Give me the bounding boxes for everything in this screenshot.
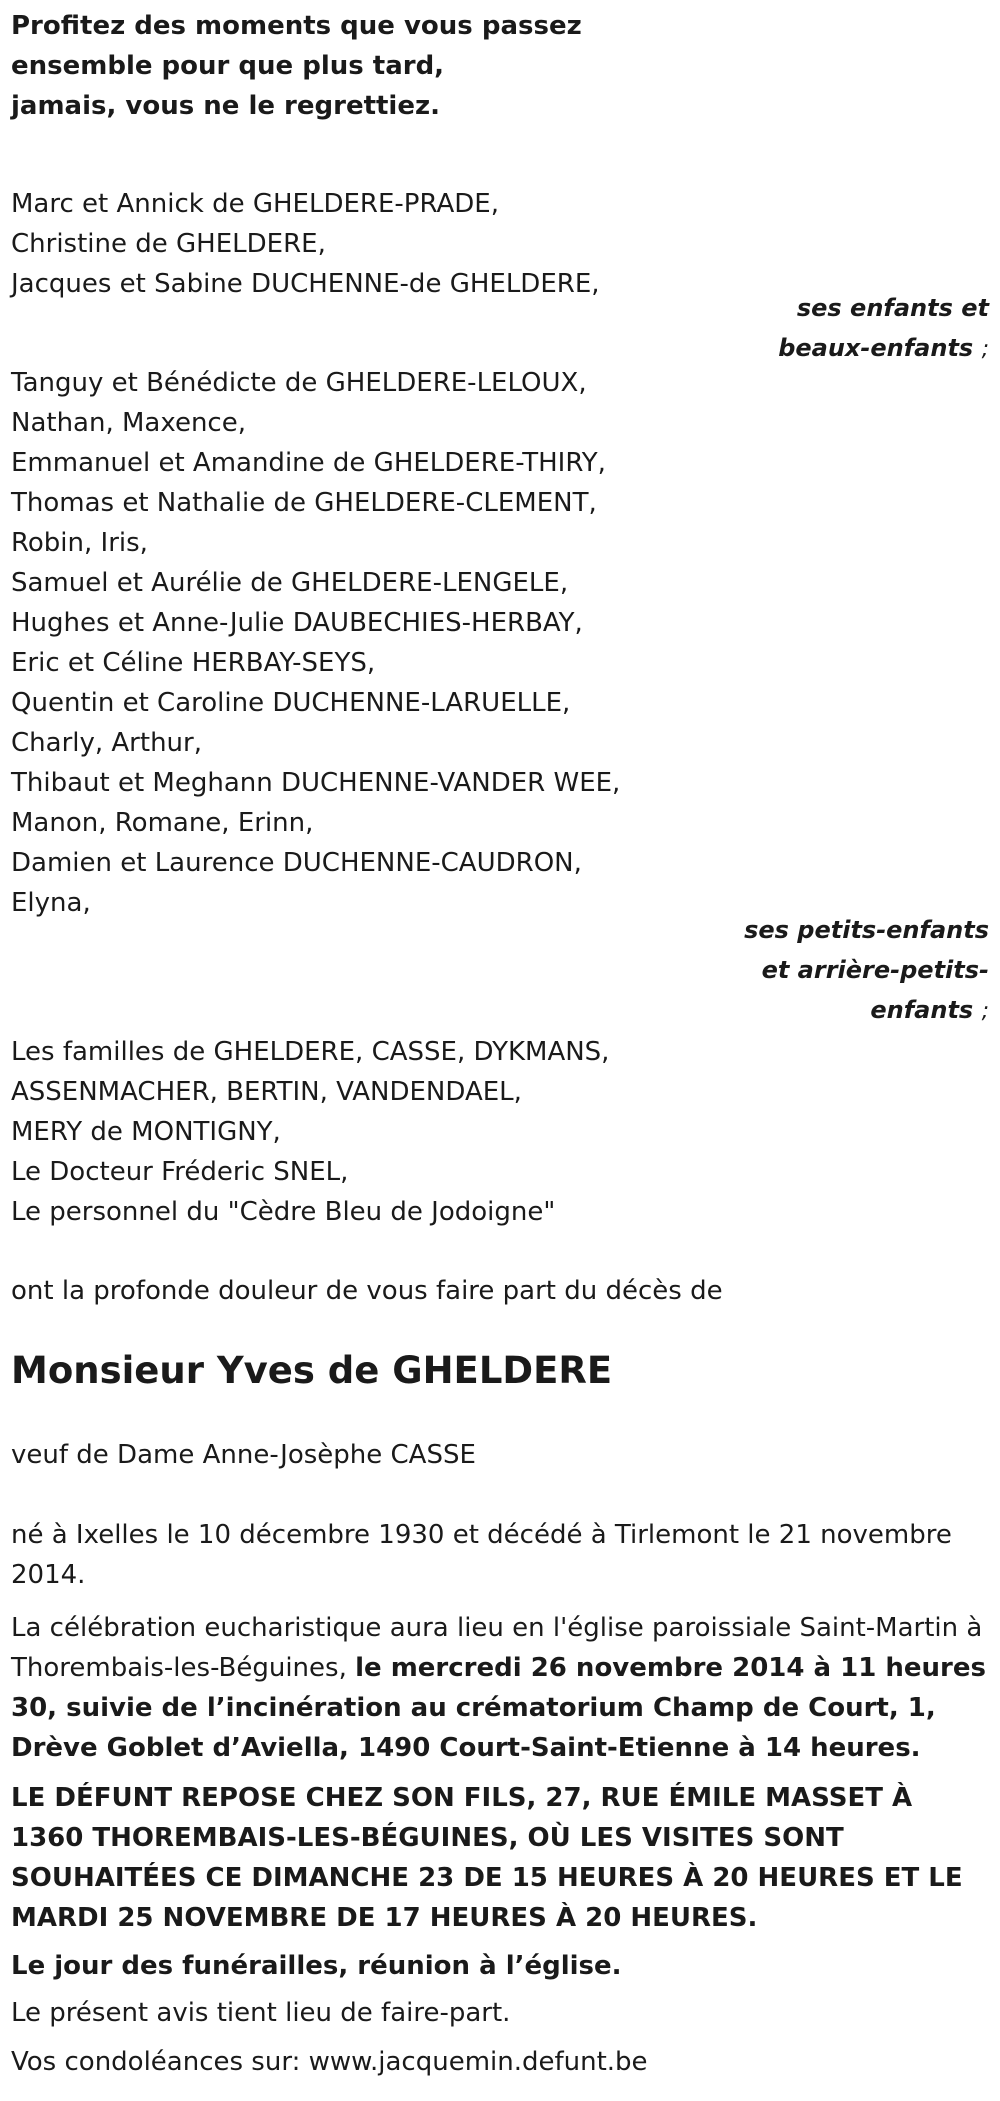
family-line: Samuel et Aurélie de GHELDERE-LENGELE, xyxy=(11,568,569,598)
family-line: Le Docteur Fréderic SNEL, xyxy=(11,1157,349,1187)
notice-text: Le présent avis tient lieu de faire-part. xyxy=(11,1998,511,2028)
family-line: Christine de GHELDERE, xyxy=(11,229,326,259)
grandchildren-caption xyxy=(744,910,989,1032)
caption-line: et arrière-petits- xyxy=(761,956,989,984)
family-line: MERY de MONTIGNY, xyxy=(11,1117,281,1147)
family-line: Manon, Romane, Erinn, xyxy=(11,808,314,838)
birth-death-text: né à Ixelles le 10 décembre 1930 et décédé à Tirlemont le 21 novembre 2014. xyxy=(11,1520,952,1590)
announcement-text: ont la profonde douleur de vous faire part du décès de xyxy=(11,1276,723,1306)
families-list xyxy=(11,1032,991,1232)
condolences-text: Vos condoléances sur: www.jacquemin.defunt.be xyxy=(11,2047,648,2077)
visitation-text: LE DÉFUNT REPOSE CHEZ SON FILS, 27, RUE ÉMILE MASSET À 1360 THOREMBAIS-LES-BÉGUINES, OÙ LES VISITES SONT SOUHAITÉES CE DIMANCHE 23 DE 15 HEURES À 20 HEURES ET LE MARDI 25 NOVEMBRE DE 17 HEURES À 20 HEURES. xyxy=(11,1783,963,1933)
children-caption xyxy=(778,288,989,370)
family-line: Tanguy et Bénédicte de GHELDERE-LELOUX, xyxy=(11,368,587,398)
family-line: Charly, Arthur, xyxy=(11,728,202,758)
family-line: Eric et Céline HERBAY-SEYS, xyxy=(11,648,376,678)
caption-semicolon: ; xyxy=(981,337,989,362)
family-line: Thomas et Nathalie de GHELDERE-CLEMENT, xyxy=(11,488,597,518)
caption-line: enfants xyxy=(870,996,974,1024)
family-line: Quentin et Caroline DUCHENNE-LARUELLE, xyxy=(11,688,571,718)
widower-of: veuf de Dame Anne-Josèphe CASSE xyxy=(11,1440,476,1470)
family-line: Marc et Annick de GHELDERE-PRADE, xyxy=(11,189,499,219)
opening-quote xyxy=(11,6,991,126)
family-line: ASSENMACHER, BERTIN, VANDENDAEL, xyxy=(11,1077,522,1107)
quote-line: ensemble pour que plus tard, xyxy=(11,51,445,81)
caption-line: ses enfants et xyxy=(796,294,989,322)
deceased-name: Monsieur Yves de GHELDERE xyxy=(11,1349,613,1392)
caption-semicolon: ; xyxy=(981,999,989,1024)
family-line: Le personnel du "Cèdre Bleu de Jodoigne" xyxy=(11,1197,556,1227)
family-line: Elyna, xyxy=(11,888,91,918)
family-line: Emmanuel et Amandine de GHELDERE-THIRY, xyxy=(11,448,606,478)
family-line: Damien et Laurence DUCHENNE-CAUDRON, xyxy=(11,848,582,878)
quote-line: jamais, vous ne le regrettiez. xyxy=(11,91,440,121)
children-list xyxy=(11,184,991,304)
celebration-text xyxy=(11,1608,991,1768)
family-line: Les familles de GHELDERE, CASSE, DYKMANS, xyxy=(11,1037,610,1067)
family-line: Nathan, Maxence, xyxy=(11,408,246,438)
caption-line: beaux-enfants xyxy=(778,334,974,362)
celebration-details: le mercredi 26 novembre 2014 à 11 heures 30, suivie de l’incinération au crématorium Champ de Court, 1, Drève Goblet d’Aviella, 1490 Court-Saint-Etienne à 14 heures. xyxy=(11,1653,986,1763)
quote-line: Profitez des moments que vous passez xyxy=(11,11,582,41)
celebration-intro: La célébration eucharistique aura lieu en l'église paroissiale Saint-Martin à Thorembais-les-Béguines, xyxy=(11,1613,983,1683)
caption-line: ses petits-enfants xyxy=(744,916,989,944)
family-line: Thibaut et Meghann DUCHENNE-VANDER WEE, xyxy=(11,768,621,798)
meeting-text: Le jour des funérailles, réunion à l’église. xyxy=(11,1951,622,1981)
family-line: Hughes et Anne-Julie DAUBECHIES-HERBAY, xyxy=(11,608,583,638)
grandchildren-list xyxy=(11,363,991,923)
family-line: Robin, Iris, xyxy=(11,528,148,558)
family-line: Jacques et Sabine DUCHENNE-de GHELDERE, xyxy=(11,269,600,299)
